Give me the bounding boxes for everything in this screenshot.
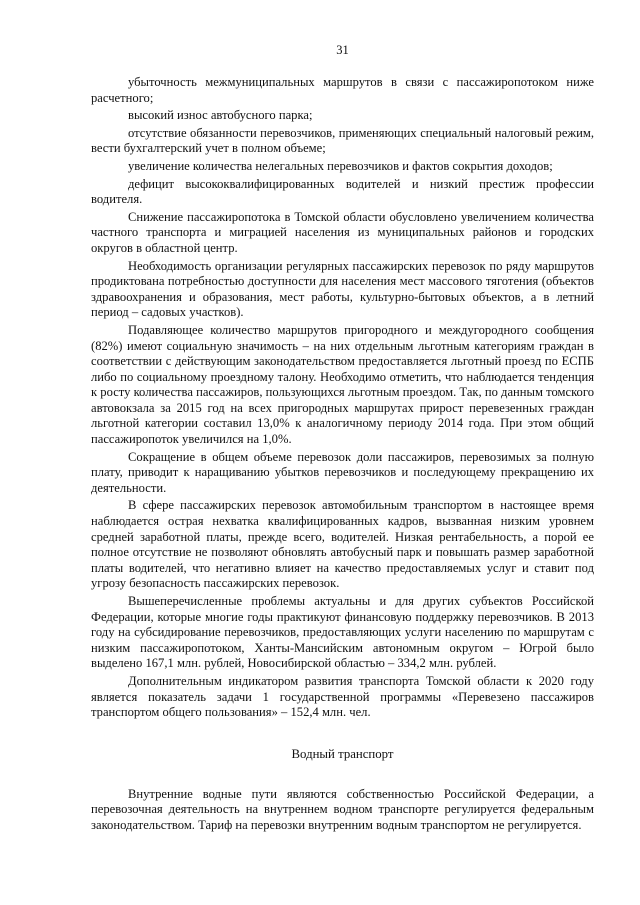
section-heading: Водный транспорт — [291, 746, 394, 761]
paragraph: Подавляющее количество маршрутов пригородного и междугородного сообщения (82%) имеют социальную значимость – на них отдельным льготным категориям граждан в соответствии с действующим законодательством предоставляется льготный проезд по ЕСПБ либо по социальному проездному талону. Необходимо отметить, что наблюдается тенденция к росту количества пассажиров, пользующихся льготным проездом. Так, по данным томского автовокзала за 2015 год на всех пригородных маршрутах прирост перевезенных граждан льготной категории составил 13,0% к аналогичному периоду 2014 года. При этом общий пассажиропоток увеличился на 1,0%. — [91, 322, 594, 447]
paragraph: Внутренние водные пути являются собственностью Российской Федерации, а перевозочная деятельность на внутреннем водном транспорте регулируется федеральным законодательством. Тариф на перевозки внутренним водным транспортом не регулируется. — [91, 786, 594, 832]
paragraph: Необходимость организации регулярных пассажирских перевозок по ряду маршрутов продиктована потребностью доступности для населения мест массового тяготения (объектов здравоохранения и образования, мест работы, культурно-бытовых объектов, а в летний период – садовых участков). — [91, 258, 594, 320]
page-number: 31 — [336, 43, 349, 57]
paragraph: отсутствие обязанности перевозчиков, применяющих специальный налоговый режим, вести бухгалтерский учет в полном объеме; — [91, 125, 594, 156]
paragraph: увеличение количества нелегальных перевозчиков и фактов сокрытия доходов; — [128, 158, 553, 173]
paragraph: В сфере пассажирских перевозок автомобильным транспортом в настоящее время наблюдается острая нехватка квалифицированных кадров, вызванная низким уровнем средней заработной платы, прежде всего, водителей. Низкая рентабельность, а порой ее полное отсутствие не позволяют обновлять автобусный парк и повышать размер заработной платы водителей, что негативно влияет на качество предоставляемых услуг и ставит под угрозу безопасность пассажирских перевозок. — [91, 498, 594, 591]
paragraph: дефицит высококвалифицированных водителей и низкий престиж профессии водителя. — [91, 176, 594, 207]
paragraph: Сокращение в общем объеме перевозок доли пассажиров, перевозимых за полную плату, приводит к наращиванию убытков перевозчиков и последующему прекращению их деятельности. — [91, 449, 594, 495]
paragraph: Вышеперечисленные проблемы актуальны и для других субъектов Российской Федерации, которые многие годы практикуют финансовую поддержку перевозчиков. В 2013 году на субсидирование перевозчиков, предоставляющих услуги населению по маршрутам с низким пассажиропотоком, Ханты-Мансийским автономным округом – Югрой было выделено 167,1 млн. рублей, Новосибирской областью – 334,2 млн. рублей. — [91, 594, 594, 671]
paragraph: убыточность межмуниципальных маршрутов в связи с пассажиропотоком ниже расчетного; — [91, 75, 594, 105]
paragraph: Снижение пассажиропотока в Томской области обусловлено увеличением количества частного транспорта и миграцией населения из муниципальных районов и городских округов в областной центр. — [91, 209, 594, 255]
paragraph: Дополнительным индикатором развития транспорта Томской области к 2020 году является показатель задачи 1 государственной программы «Перевезено пассажиров транспортом общего пользования» – 152,4 млн. чел. — [91, 673, 594, 720]
paragraph: высокий износ автобусного парка; — [128, 108, 313, 123]
body-text-top — [91, 75, 594, 721]
body-text-bottom — [91, 787, 594, 834]
